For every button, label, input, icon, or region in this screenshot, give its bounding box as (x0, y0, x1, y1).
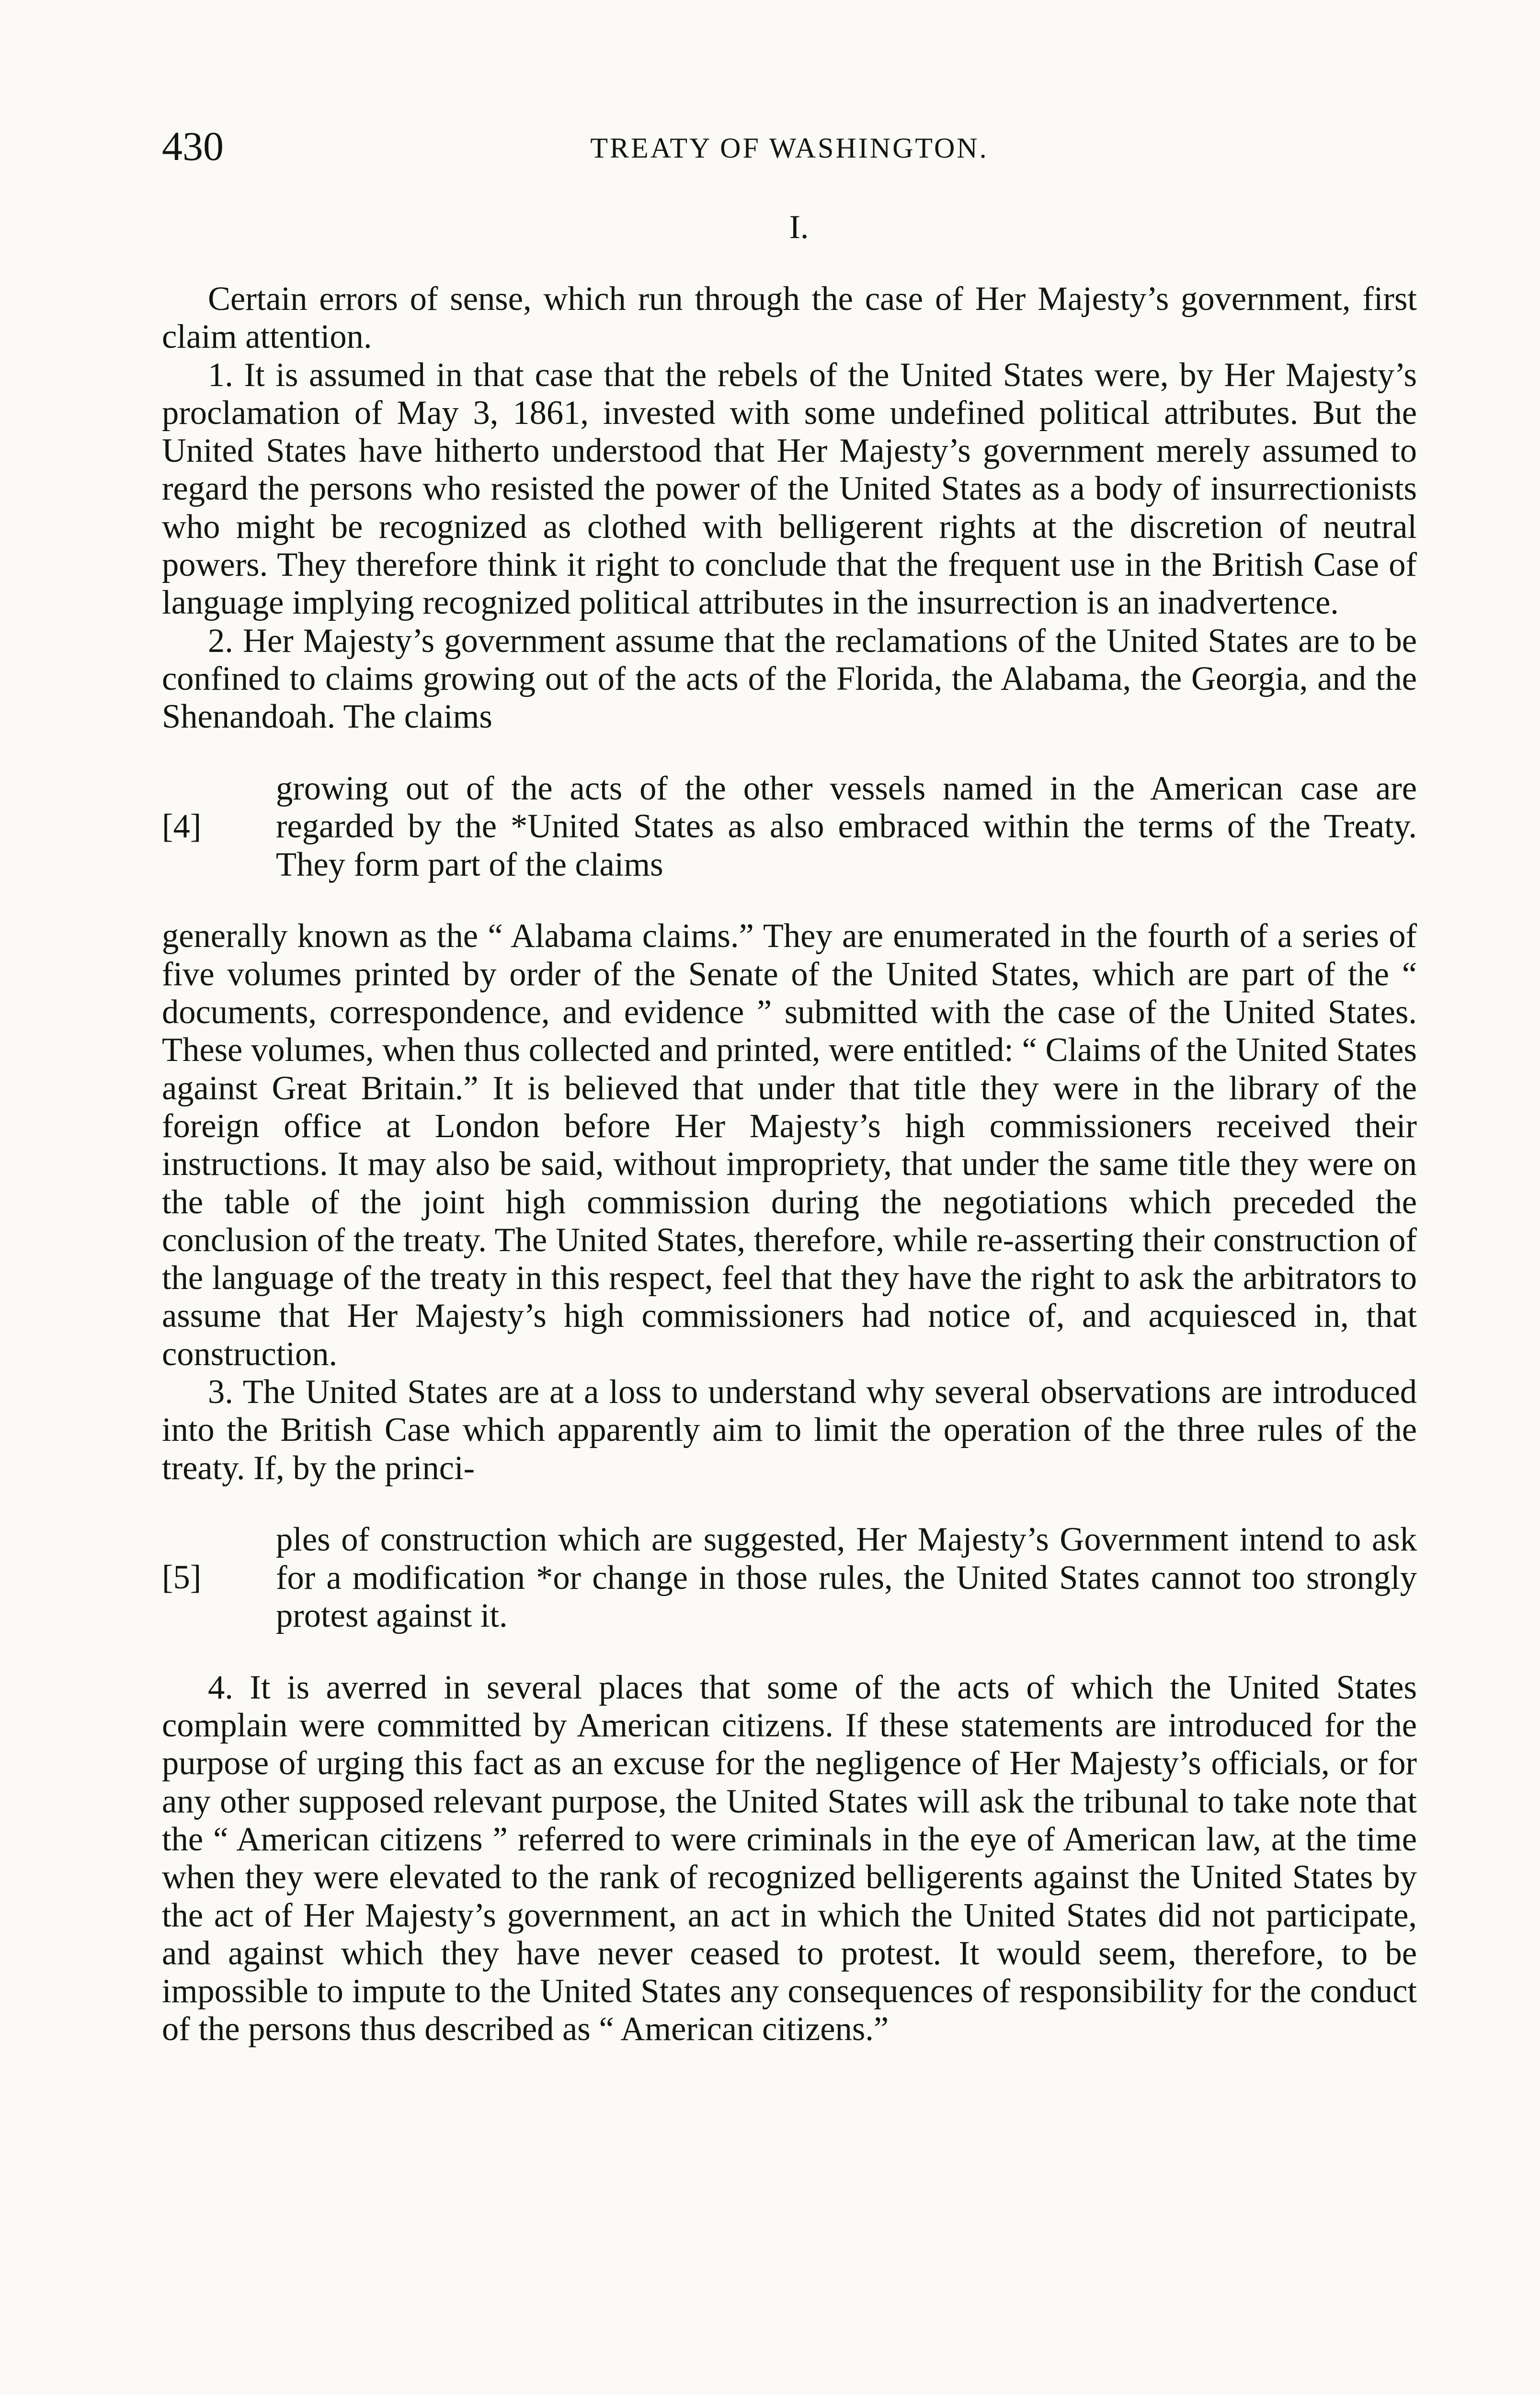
paragraph-3-inset-text: ples of construction which are suggested, Her Majesty’s Government intend to ask for a modification *or change in those rules, the United States cannot too strongly protest against it. (276, 1521, 1417, 1634)
margin-note-4: [4] (162, 808, 202, 845)
paragraph-2-inset (162, 770, 1417, 884)
running-title: TREATY OF WASHINGTON. (590, 132, 989, 164)
section-heading: I. (789, 209, 809, 246)
body-text (162, 280, 1417, 2049)
paragraph-3-inset (162, 1521, 1417, 1635)
margin-note-5: [5] (162, 1559, 202, 1597)
paragraph-4: 4. It is averred in several places that some of the acts of which the United States complain were committed by American citizens. If these statements are introduced for the purpose of urging this fact as an excuse for the negligence of Her Majesty’s officials, or for any other supposed relevant purpose, the United States will ask the tribunal to take note that the “ American citizens ” referred to were criminals in the eye of American law, at the time when they were elevated to the rank of recognized belligerents against the United States by the act of Her Majesty’s government, an act in which the United States did not participate, and against which they have never ceased to protest. It would seem, therefore, to be impossible to impute to the United States any consequences of responsibility for the conduct of the persons thus described as “ American citizens.” (162, 1668, 1417, 2048)
paragraph-1: 1. It is assumed in that case that the rebels of the United States were, by Her Majesty’s proclamation of May 3, 1861, invested with some undefined political attributes. But the United States have hitherto understood that Her Majesty’s government merely assumed to regard the persons who resisted the power of the United States as a body of insurrectionists who might be recognized as clothed with belligerent rights at the discretion of neutral powers. They therefore think it right to conclude that the frequent use in the British Case of language implying recognized political attributes in the insurrection is an inadvertence. (162, 356, 1417, 622)
running-head (162, 120, 1417, 177)
paragraph-2-continued: generally known as the “ Alabama claims.” They are enumerated in the fourth of a series of five volumes printed by order of the Senate of the United States, which are part of the “ documents, correspondence, and evidence ” submitted with the case of the United States. These volumes, when thus collected and printed, were entitled: “ Claims of the United States against Great Britain.” It is believed that under that title they were in the library of the foreign office at London before Her Majesty’s high commissioners received their instructions. It may also be said, without impropriety, that under the same title they were on the table of the joint high commission during the negotiations which preceded the conclusion of the treaty. The United States, therefore, while re-asserting their construction of the language of the treaty in this respect, feel that they have the right to ask the arbitrators to assume that Her Majesty’s high commissioners had notice of, and acquiesced in, that construction. (162, 917, 1417, 1373)
paragraph-2-inset-text: growing out of the acts of the other vessels named in the American case are regarded by the *United States as also embraced within the terms of the Treaty. They form part of the claims (276, 770, 1417, 883)
paragraph-3-opening: 3. The United States are at a loss to understand why several observations are introduced into the British Case which apparently aim to limit the operation of the three rules of the treaty. If, by the princi- (162, 1373, 1417, 1487)
paragraph-2-opening: 2. Her Majesty’s government assume that the reclamations of the United States are to be confined to claims growing out of the acts of the Florida, the Alabama, the Georgia, and the Shenandoah. The claims (162, 622, 1417, 736)
page-number: 430 (162, 123, 224, 169)
paragraph-intro: Certain errors of sense, which run through the case of Her Majesty’s government, first claim attention. (162, 280, 1417, 356)
